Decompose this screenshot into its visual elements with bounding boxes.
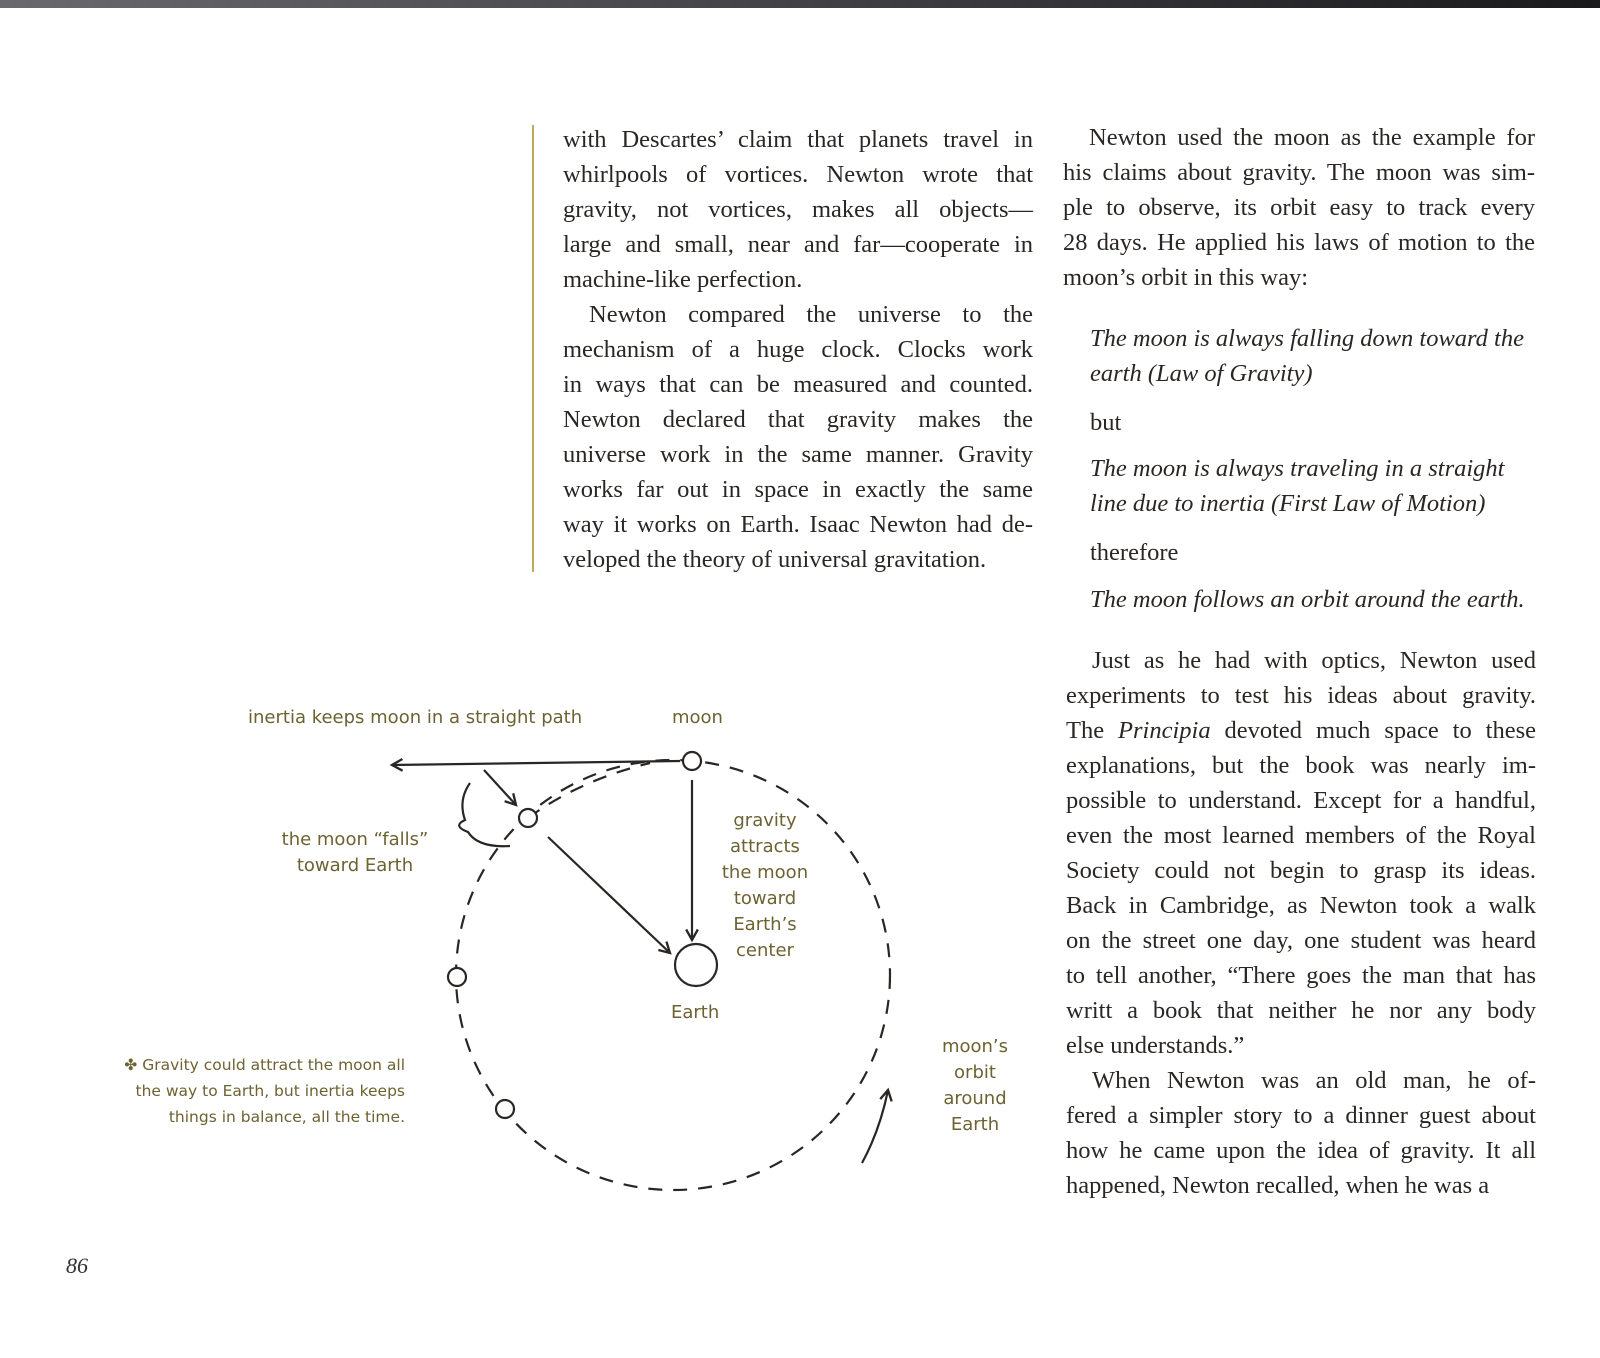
- diagonal-gravity-arrow: [548, 837, 670, 953]
- moon-top-icon: [683, 752, 701, 770]
- text-line: how he came upon the idea of gravity. It all: [1066, 1137, 1536, 1164]
- text-line: gravity, not vortices, makes all objects—: [563, 196, 1033, 223]
- text-line: Newton used the moon as the example for: [1089, 124, 1535, 151]
- page-number: 86: [66, 1253, 88, 1278]
- italic-title: Principia: [1118, 717, 1211, 744]
- caption-bullet-icon: ✤: [124, 1056, 138, 1074]
- text-line: in ways that can be measured and counted.: [563, 371, 1033, 398]
- text-line: Society could not begin to grasp its ideas.: [1066, 857, 1536, 884]
- label-orbit-line: moon’s: [941, 1036, 1009, 1057]
- conclusion: The moon follows an orbit around the earth.: [1090, 586, 1525, 613]
- label-gravity-line: attracts: [730, 836, 800, 857]
- label-falls: [270, 827, 440, 879]
- text-line: happened, Newton recalled, when he was a: [1066, 1172, 1490, 1199]
- moon-left-icon: [448, 968, 466, 986]
- label-gravity-line: gravity: [733, 810, 797, 831]
- text-line: Back in Cambridge, as Newton took a walk: [1066, 892, 1536, 919]
- tangent-dash: [528, 763, 650, 818]
- connector-therefore: therefore: [1090, 539, 1179, 566]
- label-gravity-line: the moon: [721, 862, 809, 883]
- text-line: veloped the theory of universal gravitation.: [563, 546, 987, 573]
- label-gravity-line: center: [736, 940, 794, 961]
- text-line: writt a book that neither he nor any body: [1066, 997, 1536, 1024]
- premise-2-line-1: The moon is always traveling in a straight: [1090, 455, 1505, 482]
- label-moon: moon: [672, 707, 723, 728]
- earth-icon: [675, 944, 717, 986]
- text-line: ple to observe, its orbit easy to track every: [1063, 194, 1535, 221]
- orbit-direction-arrow: [862, 1090, 888, 1163]
- label-orbit-line: around: [943, 1088, 1007, 1109]
- text-line: experiments to test his ideas about gravity.: [1066, 682, 1536, 709]
- text-line: works far out in space in exactly the same: [563, 476, 1033, 503]
- text-line: even the most learned members of the Royal: [1066, 822, 1536, 849]
- label-orbit: [925, 1034, 1025, 1138]
- text-line: with Descartes’ claim that planets travel in: [563, 126, 1033, 153]
- text-line: Newton declared that gravity makes the: [563, 406, 1033, 433]
- text-line: his claims about gravity. The moon was sim-: [1063, 159, 1535, 186]
- diagram-caption: [95, 1052, 405, 1130]
- text-line: 28 days. He applied his laws of motion to the: [1063, 229, 1535, 256]
- text-line: moon’s orbit in this way:: [1063, 264, 1308, 291]
- text-line: whirlpools of vortices. Newton wrote that: [563, 161, 1033, 188]
- label-gravity-line: toward: [733, 888, 797, 909]
- caption-text: Gravity could attract the moon all the way to Earth, but inertia keeps things in balance, all the time.: [135, 1056, 405, 1126]
- text-line: Just as he had with optics, Newton used: [1092, 647, 1536, 674]
- text-line: on the street one day, one student was heard: [1066, 927, 1536, 954]
- text-line: large and small, near and far—cooperate in: [563, 231, 1033, 258]
- label-orbit-line: orbit: [954, 1062, 996, 1083]
- premise-1-line-2: earth (Law of Gravity): [1090, 360, 1313, 387]
- premise-2-line-2: line due to inertia (First Law of Motion): [1090, 490, 1486, 517]
- label-falls-line: the moon “falls”: [281, 829, 429, 850]
- text-line: possible to understand. Except for a handful,: [1066, 787, 1536, 814]
- text-line: When Newton was an old man, he of-: [1092, 1067, 1536, 1094]
- label-earth: Earth: [671, 1002, 720, 1023]
- label-inertia: inertia keeps moon in a straight path: [248, 707, 583, 728]
- fall-brace: [459, 783, 510, 846]
- text-line: to tell another, “There goes the man that has: [1066, 962, 1536, 989]
- label-gravity: [715, 808, 815, 964]
- text-line: way it works on Earth. Isaac Newton had de-: [563, 511, 1033, 538]
- moon-lower-icon: [496, 1100, 514, 1118]
- text-line: else understands.”: [1066, 1032, 1245, 1059]
- connector-but: but: [1090, 409, 1122, 436]
- text-line: fered a simpler story to a dinner guest about: [1066, 1102, 1536, 1129]
- label-gravity-line: Earth’s: [733, 914, 797, 935]
- label-orbit-line: Earth: [950, 1114, 1000, 1135]
- label-falls-line: toward Earth: [296, 855, 414, 876]
- moon-falling-icon: [519, 809, 537, 827]
- text-line: universe work in the same manner. Gravity: [563, 441, 1033, 468]
- text-line: The Principia devoted much space to these: [1066, 717, 1537, 744]
- text-line: Newton compared the universe to the: [589, 301, 1033, 328]
- premise-1-line-1: The moon is always falling down toward the: [1090, 325, 1524, 352]
- text-line: machine-like perfection.: [563, 266, 803, 293]
- text-line: mechanism of a huge clock. Clocks work: [563, 336, 1033, 363]
- text-line: explanations, but the book was nearly im-: [1066, 752, 1536, 779]
- fall-arrow: [484, 770, 516, 805]
